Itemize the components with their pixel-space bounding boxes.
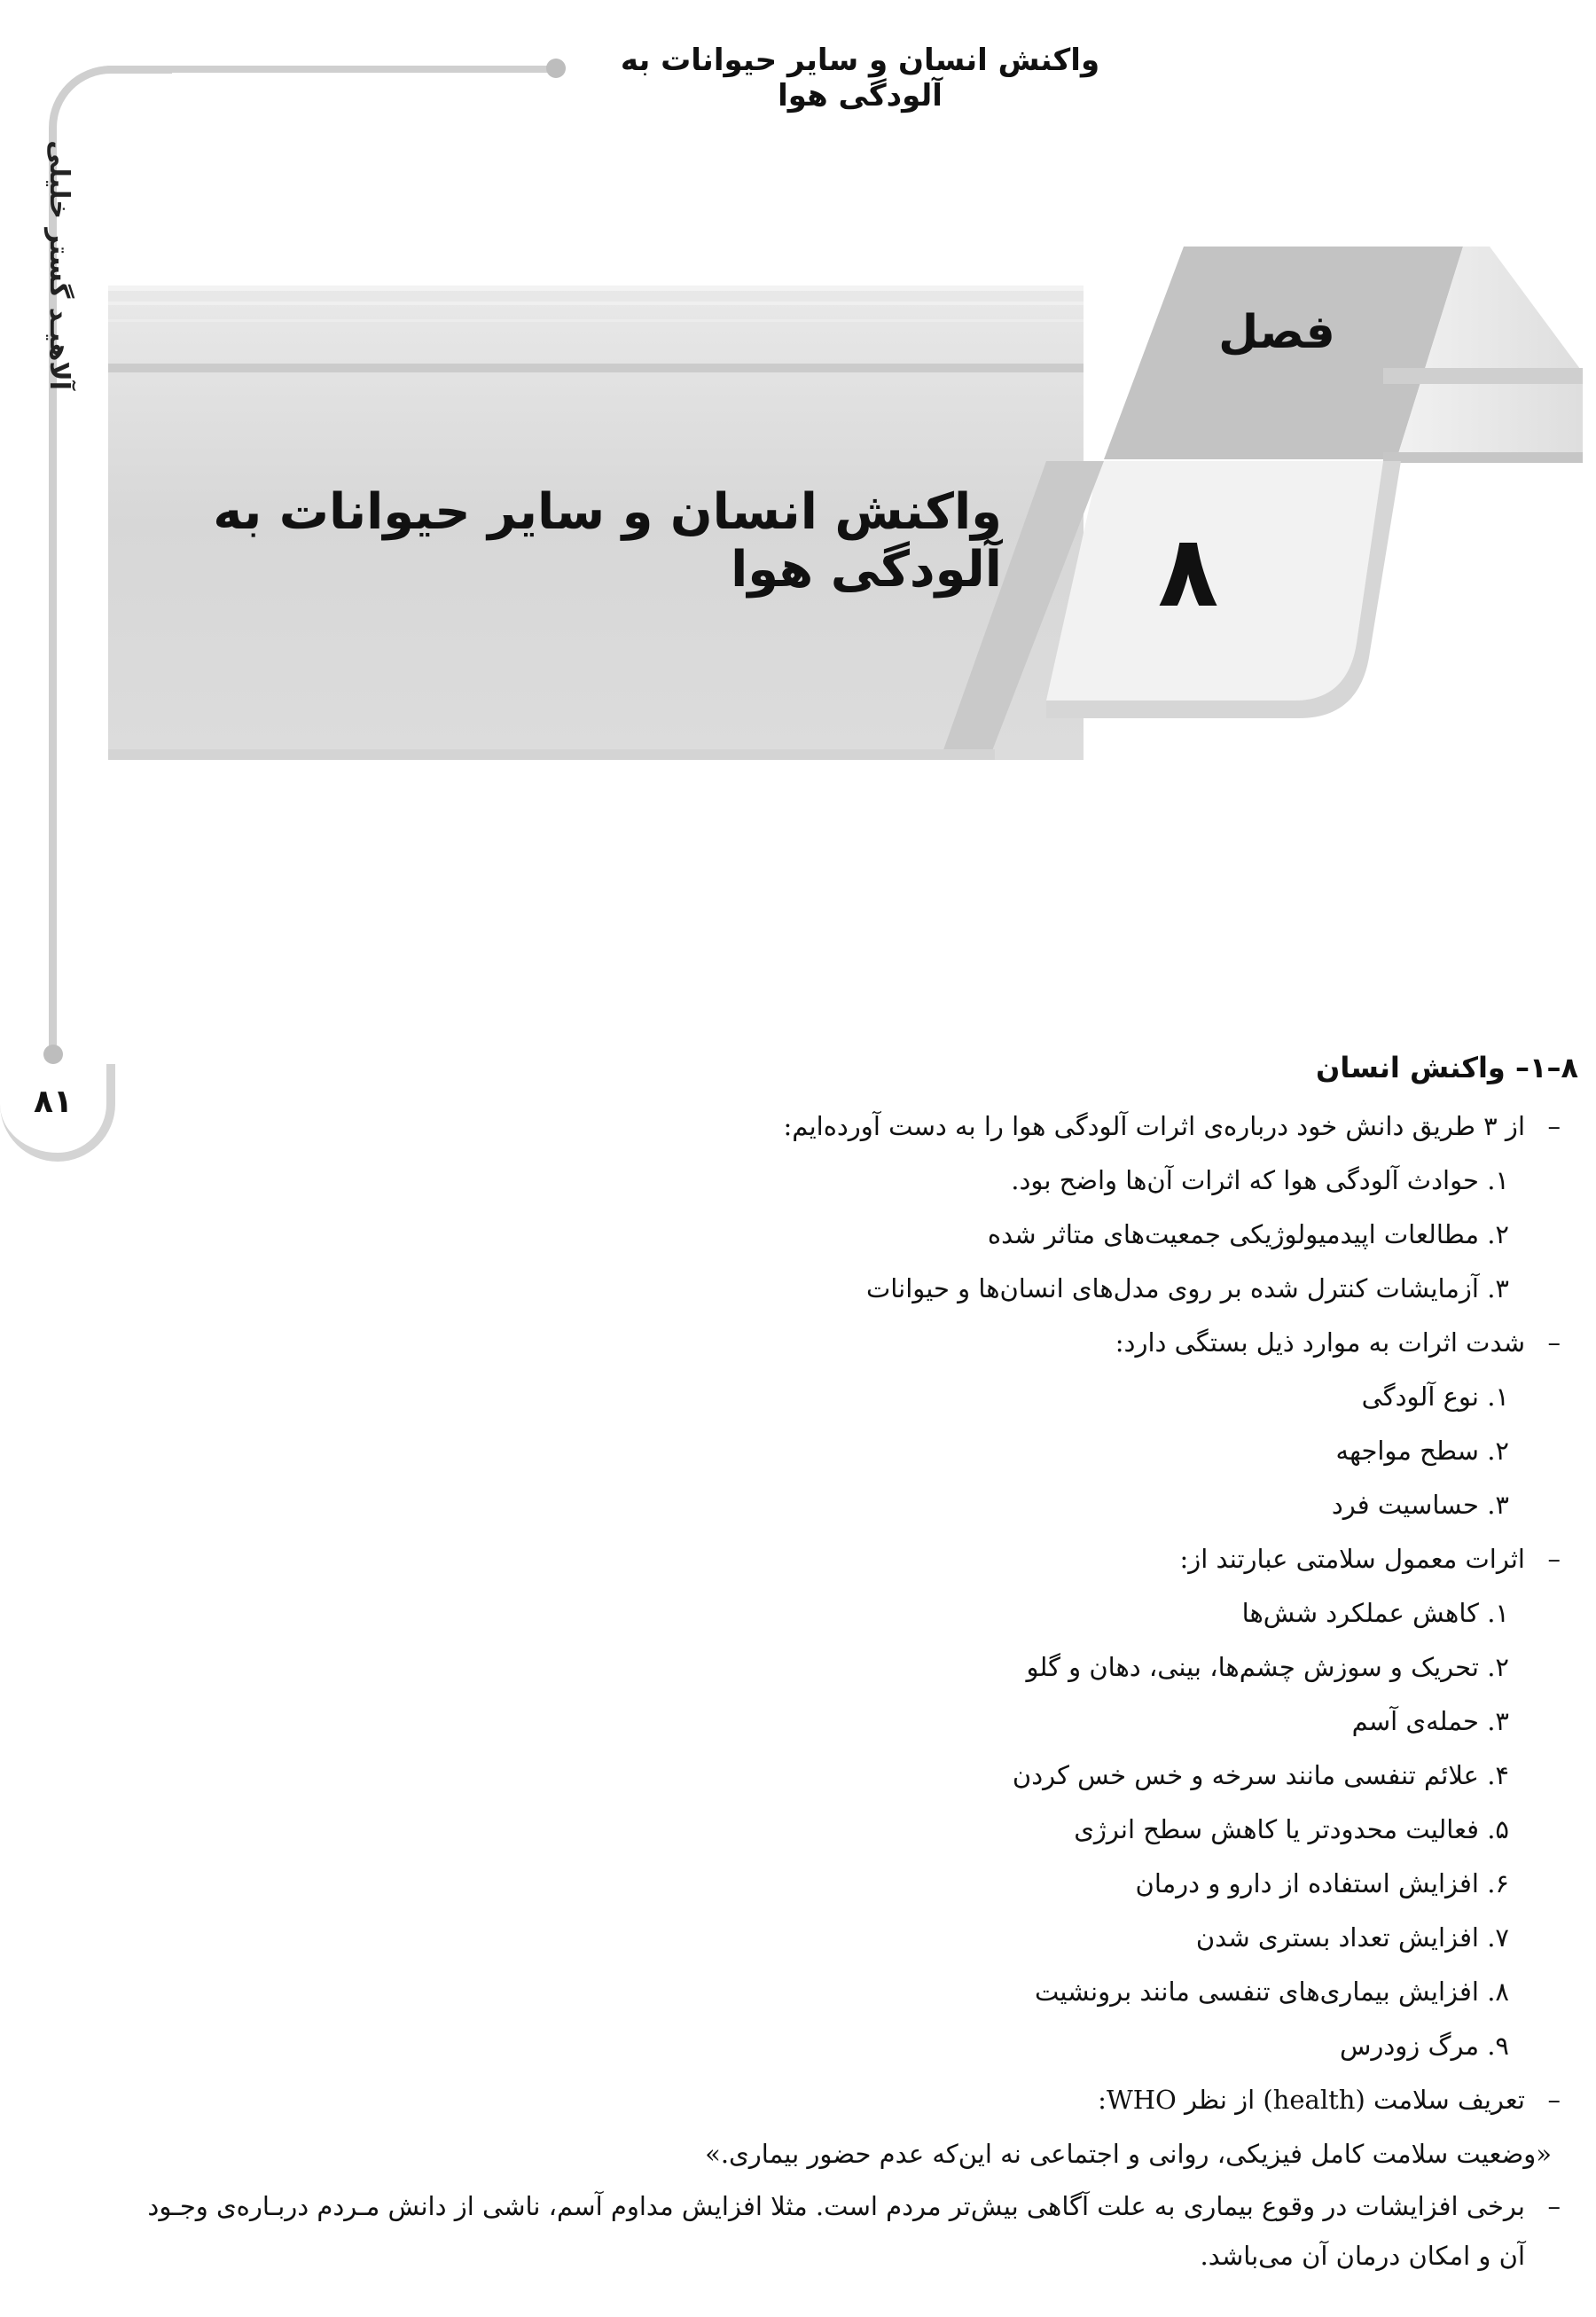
list-item: ۷. افزایش تعداد بستری شدن [1195,1922,1509,1953]
paragraph-line: آن و امکان درمان آن می‌باشد. [1200,2241,1525,2271]
bullet-text: اثرات معمول سلامتی عبارتند از: [1179,1544,1525,1574]
bullet-text: شدت اثرات به موارد ذیل بستگی دارد: [1115,1327,1525,1358]
bullet-severity: –شدت اثرات به موارد ذیل بستگی دارد: [1115,1327,1561,1358]
side-label: آلاهیـد گستر خلیلی [43,140,74,390]
bullet-health-effects: –اثرات معمول سلامتی عبارتند از: [1179,1544,1561,1574]
list-item: ۱. کاهش عملکرد شش‌ها [1241,1598,1509,1628]
list-item: ۲. مطالعات اپیدمیولوژیکی جمعیت‌های متاثر شده [987,1219,1509,1249]
paragraph-line: برخی افزایشات در وقوع بیماری به علت آگاهی بیش‌تر مردم است. مثلا افزایش مداوم آسم، ناشی از دانش مـردم دربـاره‌ی وجـود [147,2191,1525,2221]
list-item: ۱. حوادث آلودگی هوا که اثرات آن‌ها واضح بود. [1011,1165,1509,1195]
chapter-banner [0,0,1596,798]
list-item: ۵. فعالیت محدودتر یا کاهش سطح انرژی [1074,1814,1509,1844]
page-number: ۸۱ [34,1084,73,1120]
frame-bottom-dot [43,1045,63,1064]
bullet-text: از ۳ طریق دانش خود دربارەی اثرات آلودگی هوا را به دست آوردەایم: [783,1111,1525,1141]
bullet-knowledge-sources: –از ۳ طریق دانش خود دربارەی اثرات آلودگی هوا را به دست آوردەایم: [783,1111,1561,1141]
list-item: ۳. حمله‌ی آسم [1351,1706,1509,1736]
list-item: ۳. آزمایشات کنترل شده بر روی مدل‌های انسان‌ها و حیوانات [866,1273,1509,1303]
who-quote: «وضعیت سلامت کامل فیزیکی، روانی و اجتماعی نه این‌که عدم حضور بیماری.» [705,2139,1552,2169]
list-item: ۴. علائم تنفسی مانند سرخه و خس خس کردن [1012,1760,1509,1790]
list-item: ۲. تحریک و سوزش چشم‌ها، بینی، دهان و گلو [1026,1652,1509,1682]
chapter-label: فصل [1218,306,1335,359]
list-item: ۲. سطح مواجهه [1335,1436,1509,1466]
bullet-who-definition: –تعریف سلامت (health) از نظر WHO: [1098,2085,1561,2115]
list-item: ۶. افزایش استفاده از دارو و درمان [1135,1868,1509,1898]
chapter-number: ۸ [1157,514,1219,630]
section-heading: ۸–۱– واکنش انسان [1316,1051,1578,1084]
list-item: ۱. نوع آلودگی [1361,1382,1509,1412]
running-header: واکنش انسان و سایر حیوانات به آلودگی هوا [620,43,1100,114]
bullet-awareness: –برخی افزایشات در وقوع بیماری به علت آگاهی بیش‌تر مردم است. مثلا افزایش مداوم آسم، ناشی از دانش مـردم دربـاره‌ی وجـود آن و امکان درمان آن می‌باشد. [98,2181,1578,2281]
list-item: ۹. مرگ زودرس [1339,2031,1509,2061]
list-item: ۸. افزایش بیماری‌های تنفسی مانند برونشیت [1034,1976,1509,2007]
section-content [98,1036,1578,2281]
chapter-title: واکنش انسان و سایر حیوانات به آلودگی هوا [213,483,1002,599]
list-item: ۳. حساسیت فرد [1331,1490,1509,1520]
bullet-text: تعریف سلامت (health) از نظر WHO: [1098,2085,1525,2115]
